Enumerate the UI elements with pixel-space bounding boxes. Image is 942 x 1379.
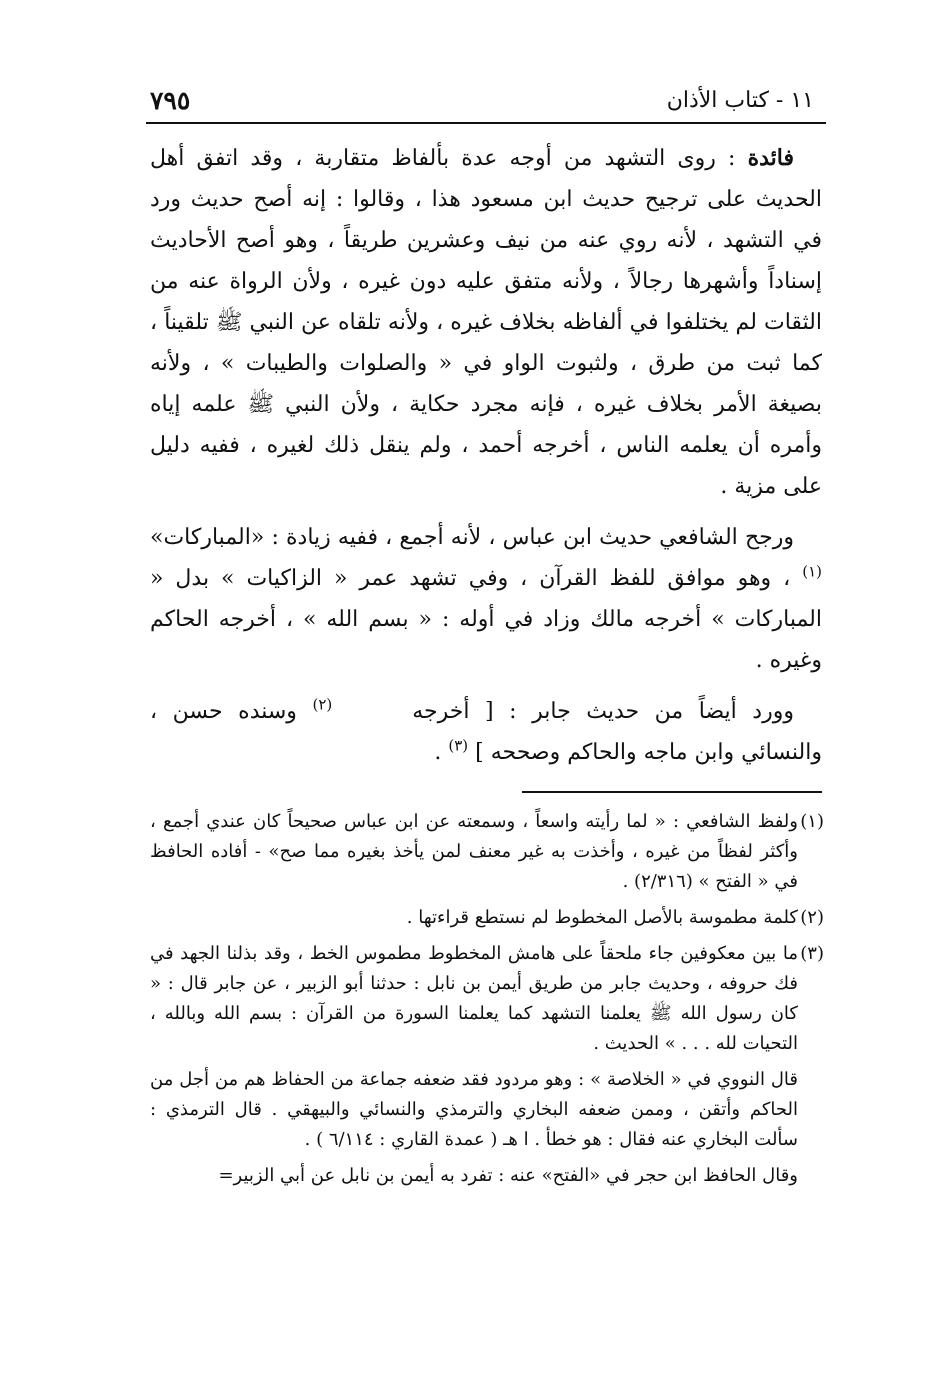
header-divider (146, 122, 826, 124)
footnote-1-number: (١) (800, 811, 824, 832)
main-text (150, 138, 822, 773)
benefit-label: فائدة (747, 145, 794, 171)
paragraph-benefit (150, 138, 822, 507)
footnote-3-paragraph-3: وقال الحافظ ابن حجر في «الفتح» عنه : تفرد به أيمن بن نابل عن أبي الزبير= (218, 1165, 798, 1186)
footnote-1-text: ولفظ الشافعي : « لما رأيته واسعاً ، وسمعته عن ابن عباس صحيحاً كان عندي أجمع ، وأكثر لفظاً من غيره ، وأخذت به غير معنف لمن يأخذ بغيره مما صح» - أفاده الحافظ في « الفتح » (٢/٣١٦) . (150, 811, 798, 892)
footnote-2-text: كلمة مطموسة بالأصل المخطوط لم نستطع قراءتها . (406, 907, 798, 928)
shafii-text-a: ورجح الشافعي حديث ابن عباس ، لأنه أجمع ، ففيه زيادة : «المباركات» (150, 525, 794, 550)
chapter-title: ١١ - كتاب الأذان (666, 88, 814, 113)
footnote-2 (150, 903, 822, 933)
jabir-text-a: وورد أيضاً من حديث جابر : [ أخرجه (412, 699, 794, 724)
footnote-3-text: ما بين معكوفين جاء ملحقاً على هامش المخطوط مطموس الخط ، وقد بذلنا الجهد في فك حروفه ، وحديث جابر من طريق أيمن بن نابل : حدثنا أبو الزبير ، عن جابر قال : « كان رسول الله ﷺ يعلمنا التشهد كما يعلمنا السورة من القرآن : بسم الله وبالله ، التحيات لله . . . » الحديث . (150, 943, 798, 1054)
page-header (150, 80, 822, 122)
footnote-3 (150, 939, 822, 1059)
paragraph-shafii (150, 517, 822, 681)
shafii-text-b: ، وهو موافق للفظ القرآن ، وفي تشهد عمر « الزاكيات » بدل « المباركات » أخرجه مالك وزاد في أوله : « بسم الله » ، أخرجه الحاكم وغيره . (150, 566, 822, 673)
footnote-divider (522, 791, 822, 793)
footnote-2-number: (٢) (800, 907, 824, 928)
page-number: ٧٩٥ (150, 86, 191, 115)
jabir-text-b: وسنده حسن ، والنسائي وابن ماجه والحاكم وصححه ] (150, 699, 822, 765)
footnote-3-paragraph-2: قال النووي في « الخلاصة » : وهو مردود فقد ضعفه جماعة من الحفاظ هم من أجل من الحاكم وأتقن ، وممن ضعفه البخاري والترمذي والنسائي والبيهقي . قال الترمذي : سألت البخاري عنه فقال : هو خطأ . ا هـ ( عمدة القاري : ٦/١١٤ ) . (150, 1069, 798, 1150)
jabir-text-c: . (434, 740, 442, 765)
footnote-1 (150, 807, 822, 897)
benefit-text: : روى التشهد من أوجه عدة بألفاظ متقاربة ، وقد اتفق أهل الحديث على ترجيح حديث ابن مسعود هذا ، وقالوا : إنه أصح حديث ورد في التشهد ، لأنه روي عنه من نيف وعشرين طريقاً ، وهو أصح الأحاديث إسناداً وأشهرها رجالاً ، ولأنه متفق عليه دون غيره ، ولأن الرواة عنه من الثقات لم يختلفوا في ألفاظه بخلاف غيره ، ولأنه تلقاه عن النبي ﷺ تلقيناً ، كما ثبت من طرق ، ولثبوت الواو في « والصلوات والطيبات » ، ولأنه بصيغة الأمر بخلاف غيره ، فإنه مجرد حكاية ، ولأن النبي ﷺ علمه إياه وأمره أن يعلمه الناس ، أخرجه أحمد ، ولم ينقل ذلك لغيره ، ففيه دليل على مزية . (150, 146, 822, 499)
footnotes (150, 807, 822, 1191)
footnote-ref-2[interactable]: (٢) (312, 695, 333, 714)
footnote-ref-3[interactable]: (٣) (448, 736, 469, 755)
footnote-3-number: (٣) (800, 943, 824, 964)
paragraph-jabir (150, 691, 822, 773)
page (150, 80, 822, 1197)
footnote-ref-1[interactable]: (١) (802, 562, 822, 581)
